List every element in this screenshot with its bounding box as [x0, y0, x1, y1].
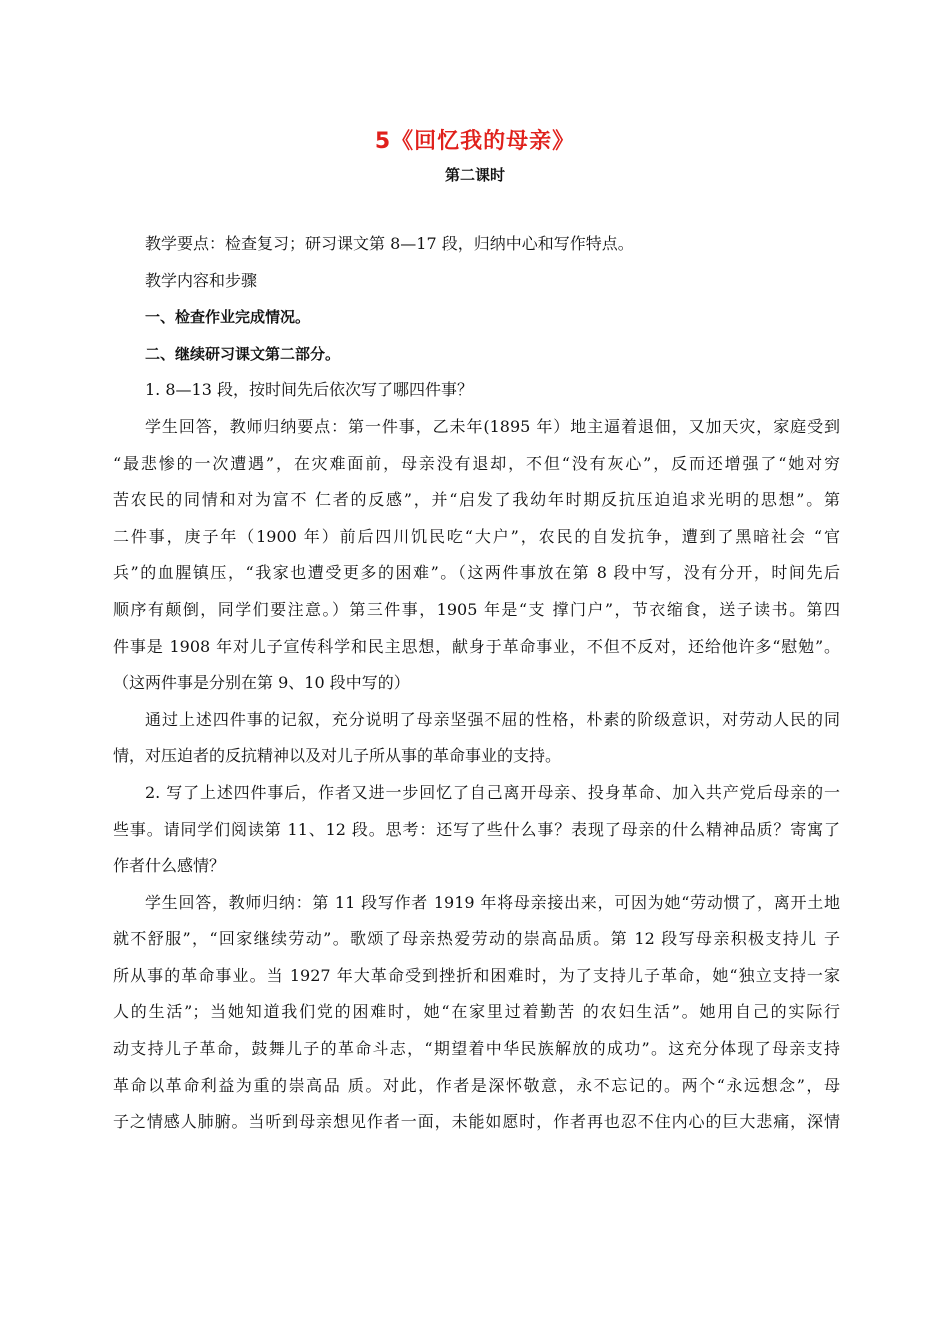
teaching-steps-heading: 教学内容和步骤: [145, 270, 258, 290]
paragraph-line: “最悲惨的一次遭遇”，在灾难面前，母亲没有退却，不但“没有灰心”，反而还增强了“她对穷: [113, 453, 840, 473]
section-heading-2: 二、继续研习课文第二部分。: [145, 344, 341, 363]
teaching-focus-line: 教学要点：检查复习；研习课文第 8—17 段，归纳中心和写作特点。: [145, 234, 634, 253]
paragraph-line: 二件事，庚子年（1900 年）前后四川饥民吃“大户”，农民的自发抗争，遭到了黑暗社会 “官: [113, 526, 840, 546]
paragraph-line: 兵”的血腥镇压，“我家也遭受更多的困难”。（这两件事放在第 8 段中写，没有分开，时间先后: [113, 563, 840, 583]
paragraph-line: 子之情感人肺腑。当听到母亲想见作者一面，未能如愿时，作者再也忍不住内心的巨大悲痛，深情: [113, 1112, 840, 1132]
question-1: 1. 8—13 段，按时间先后依次写了哪四件事？: [145, 380, 473, 400]
question-2-line: 作者什么感情？: [113, 856, 226, 876]
question-2: 2. 写了上述四件事后，作者又进一步回忆了自己离开母亲、投身革命、加入共产党后母亲的一: [145, 782, 840, 802]
paragraph-line: （这两件事是分别在第 9、10 段中写的）: [113, 673, 410, 693]
paragraph-line: 学生回答，教师归纳：第 11 段写作者 1919 年将母亲接出来，可因为她“劳动惯了，离开土地: [145, 892, 840, 912]
document-body: [113, 226, 840, 1141]
paragraph-line: 件事是 1908 年对儿子宣传科学和民主思想，献身于革命事业，不但不反对，还给他许多“慰勉”。: [113, 636, 840, 656]
paragraph-line: 动支持儿子革命，鼓舞儿子的革命斗志，“期望着中华民族解放的成功”。这充分体现了母亲支持: [113, 1039, 840, 1059]
paragraph-line: 通过上述四件事的记叙，充分说明了母亲坚强不屈的性格，朴素的阶级意识，对劳动人民的同: [145, 709, 840, 729]
paragraph-line: 所从事的革命事业。当 1927 年大革命受到挫折和困难时，为了支持儿子革命，她“独立支持一家: [113, 965, 840, 985]
question-2-line: 些事。请同学们阅读第 11、12 段。思考：还写了些什么事？表现了母亲的什么精神品质？寄寓了: [113, 819, 840, 839]
paragraph-line: 就不舒服”，“回家继续劳动”。歌颂了母亲热爱劳动的崇高品质。第 12 段写母亲积极支持儿 子: [113, 929, 840, 949]
section-heading-1: 一、检查作业完成情况。: [145, 308, 311, 327]
paragraph-line: 学生回答，教师归纳要点：第一件事，乙未年(1895 年）地主逼着退佃，又加天灾，家庭受到: [145, 416, 840, 436]
document-title: 5《回忆我的母亲》: [374, 129, 576, 154]
paragraph-line: 革命以革命利益为重的崇高品 质。对此，作者是深怀敬意，永不忘记的。两个“永远想念”，母: [113, 1075, 840, 1095]
document-subtitle: 第二课时: [444, 166, 505, 184]
paragraph-line: 人的生活”；当她知道我们党的困难时，她“在家里过着勤苦 的农妇生活”。她用自己的实际行: [113, 1002, 840, 1022]
paragraph-line: 情，对压迫者的反抗精神以及对儿子所从事的革命事业的支持。: [113, 746, 562, 766]
paragraph-line: 顺序有颠倒，同学们要注意。）第三件事，1905 年是“支 撑门户”，节衣缩食，送子读书。第四: [113, 599, 840, 619]
paragraph-line: 苦农民的同情和对为富不 仁者的反感”，并“启发了我幼年时期反抗压迫追求光明的思想”。第: [113, 490, 840, 510]
